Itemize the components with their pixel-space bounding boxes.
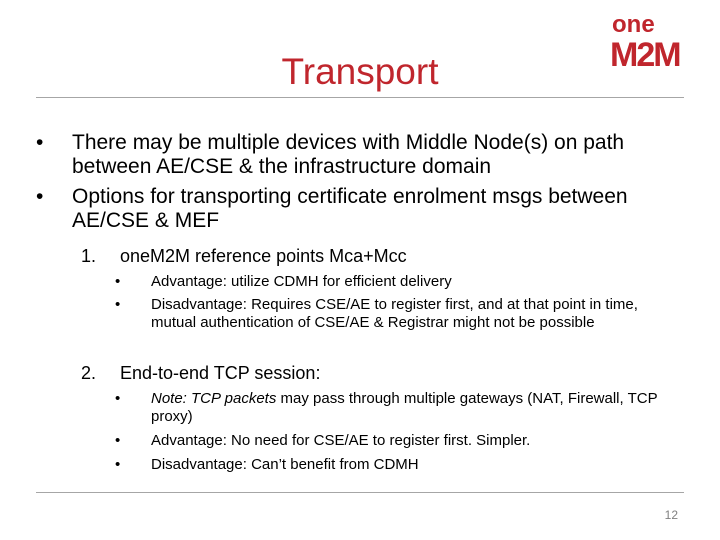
sub-bullet-marker: • — [115, 273, 121, 290]
svg-text:one: one — [612, 11, 655, 38]
page-number: 12 — [664, 508, 678, 522]
bullet-text: There may be multiple devices with Middle Node(s) on path between AE/CSE & the infrastructure domain — [72, 131, 625, 178]
option-number: 2. — [81, 363, 97, 383]
sub-bullet-text: Advantage: No need for CSE/AE to register first. Simpler. — [151, 432, 531, 449]
option-label: End-to-end TCP session: — [120, 363, 321, 383]
sub-bullet-text: Disadvantage: Can’t benefit from CDMH — [151, 456, 419, 473]
sub-bullet-marker: • — [115, 296, 121, 313]
bullet-marker: • — [36, 185, 44, 208]
note-prefix: Note: TCP packets — [151, 390, 277, 407]
svg-text:M2M: M2M — [610, 36, 680, 70]
note-text: may pass through multiple gateways (NAT, Firewall, TCP proxy) — [151, 390, 658, 425]
sub-bullet-marker: • — [115, 456, 121, 473]
sub-bullet-marker: • — [115, 432, 121, 449]
bullet-text: Options for transporting certificate enrolment msgs between AE/CSE & MEF — [72, 185, 628, 232]
sub-bullet-text: Advantage: utilize CDMH for efficient delivery — [151, 273, 452, 290]
sub-bullet-marker: • — [115, 390, 121, 407]
bullet-marker: • — [36, 131, 44, 154]
option-label: oneM2M reference points Mca+Mcc — [120, 246, 407, 266]
title-divider — [36, 97, 684, 98]
slide-title: Transport — [281, 51, 439, 92]
sub-bullet-text: Disadvantage: Requires CSE/AE to register first, and at that point in time, mutual authentication of CSE/AE & Registrar might not be possible — [151, 296, 638, 331]
sub-bullet-text — [151, 390, 671, 426]
onem2m-logo — [608, 10, 684, 70]
footer-divider — [36, 492, 684, 493]
option-number: 1. — [81, 246, 97, 266]
